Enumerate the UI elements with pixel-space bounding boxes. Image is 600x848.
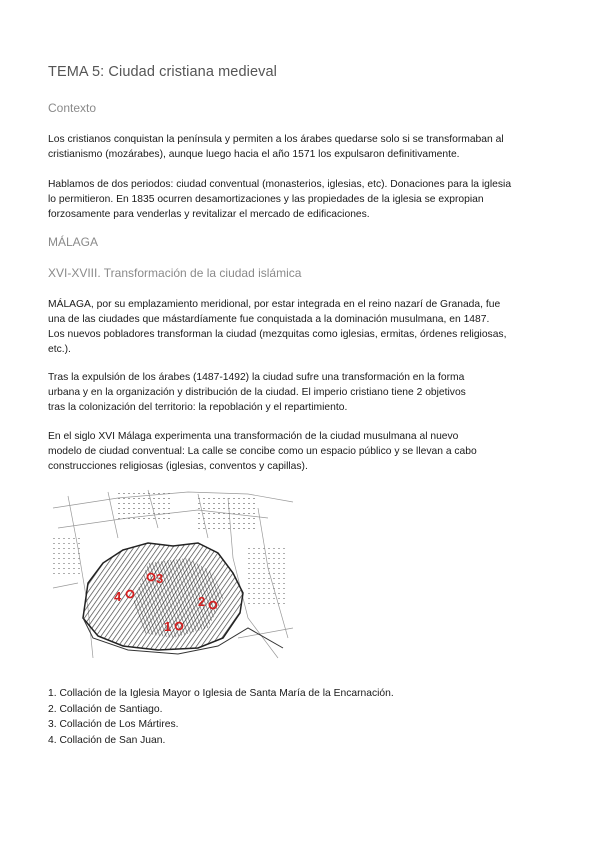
malaga-historic-map	[48, 488, 298, 666]
text-line: tras la colonización del territorio: la repoblación y el repartimiento.	[48, 402, 348, 413]
paragraph-malaga-3	[48, 429, 558, 474]
text-line: una de las ciudades que mástardíamente fue conquistada a la dominación musulmana, en 1487.	[48, 314, 490, 325]
text-line: forzosamente para venderlas y revitalizar el mercado de edificaciones.	[48, 209, 370, 220]
text-line: urbana y en la organización y distribución de la ciudad. El imperio cristiano tiene 2 objetivos	[48, 387, 466, 398]
text-line: Los nuevos pobladores transforman la ciudad (mezquitas como iglesias, ermitas, órdenes religiosas,	[48, 329, 507, 340]
map-illustration	[48, 488, 298, 666]
paragraph-context-1	[48, 132, 558, 162]
text-line: MÁLAGA, por su emplazamiento meridional, por estar integrada en el reino nazarí de Granada, fue	[48, 299, 501, 310]
text-line: Hablamos de dos periodos: ciudad conventual (monasterios, iglesias, etc). Donaciones para la iglesia	[48, 179, 512, 190]
list-item: 3. Collación de Los Mártires.	[48, 719, 179, 730]
text-line: construcciones religiosas (iglesias, conventos y capillas).	[48, 461, 308, 472]
heading-malaga: MÁLAGA	[48, 235, 99, 249]
heading-transformacion: XVI-XVIII. Transformación de la ciudad islámica	[48, 266, 302, 280]
marker-4-label: 4	[114, 589, 122, 604]
text-line: En el siglo XVI Málaga experimenta una transformación de la ciudad musulmana al nuevo	[48, 431, 459, 442]
paragraph-context-2	[48, 177, 558, 222]
text-line: etc.).	[48, 344, 71, 355]
text-line: Tras la expulsión de los árabes (1487-1492) la ciudad sufre una transformación en la forma	[48, 372, 465, 383]
list-item: 4. Collación de San Juan.	[48, 734, 166, 746]
text-line: cristianismo (mozárabes), aunque luego hacia el año 1571 los expulsaron definitivamente.	[48, 149, 460, 160]
marker-1-label: 1	[164, 619, 172, 634]
text-line: modelo de ciudad conventual: La calle se concibe como un espacio público y se llevan a cabo	[48, 446, 477, 457]
page-title: TEMA 5: Ciudad cristiana medieval	[48, 64, 277, 80]
heading-contexto: Contexto	[48, 101, 97, 115]
collaciones-list	[48, 686, 394, 748]
paragraph-malaga-2	[48, 370, 558, 415]
marker-3-label: 3	[156, 571, 164, 586]
marker-2-label: 2	[198, 594, 206, 609]
text-line: Los cristianos conquistan la península y permiten a los árabes quedarse solo si se transformaban al	[48, 134, 504, 145]
paragraph-malaga-1	[48, 297, 558, 357]
list-item: 2. Collación de Santiago.	[48, 703, 163, 715]
list-item: 1. Collación de la Iglesia Mayor o Iglesia de Santa María de la Encarnación.	[48, 688, 394, 699]
text-line: lo permitieron. En 1835 ocurren desamortizaciones y las propiedades de la iglesia se expropian	[48, 194, 484, 205]
